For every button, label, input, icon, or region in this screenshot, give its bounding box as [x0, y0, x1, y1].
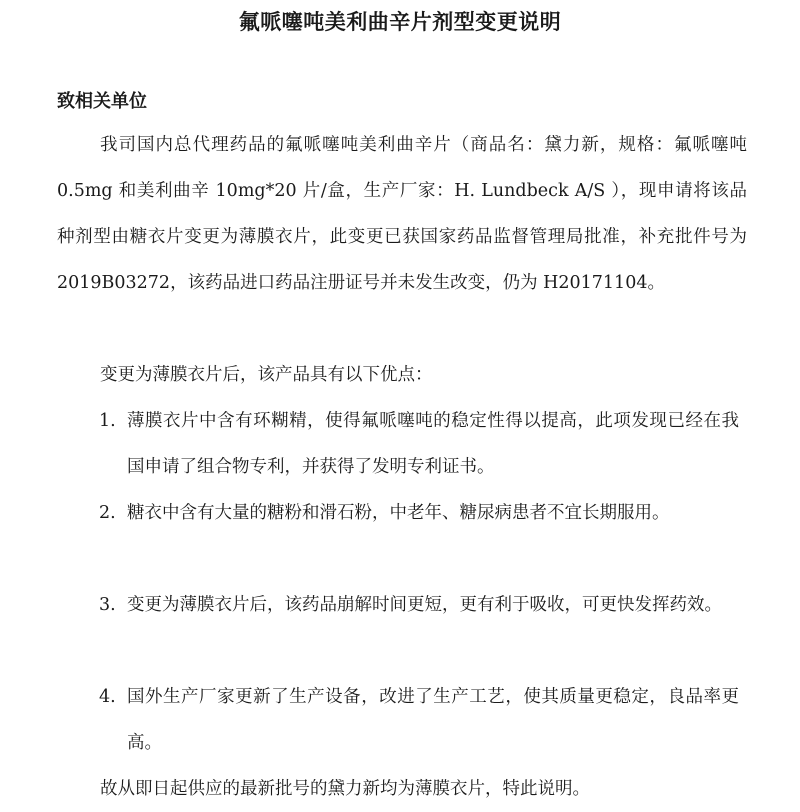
- closing-paragraph: 故从即日起供应的最新批号的黛力新均为薄膜衣片，特此说明。: [100, 779, 590, 799]
- list-item-text: 薄膜衣片中含有环糊精，使得氟哌噻吨的稳定性得以提高，此项发现已经在我国申请了组合物专利，并获得了发明专利证书。: [127, 411, 739, 477]
- advantages-intro-paragraph: 变更为薄膜衣片后，该产品具有以下优点：: [100, 365, 433, 385]
- advantage-list-item-3: [99, 582, 739, 628]
- list-item-text: 国外生产厂家更新了生产设备，改进了生产工艺，使其质量更稳定，良品率更高。: [127, 687, 739, 753]
- advantage-list-item-4: [99, 674, 739, 766]
- list-item-text: 变更为薄膜衣片后，该药品崩解时间更短，更有利于吸收，可更快发挥药效。: [127, 595, 722, 615]
- list-item-number: 1.: [99, 411, 116, 431]
- intro-paragraph: 我司国内总代理药品的氟哌噻吨美利曲辛片（商品名：黛力新，规格：氟哌噻吨 0.5mg 和美利曲辛 10mg*20 片/盒，生产厂家：H. Lundbeck A/S ），现申请将该品种剂型由糖衣片变更为薄膜衣片，此变更已获国家药品监督管理局批准，补充批件号为 2019B03272，该药品进口药品注册证号并未发生改变，仍为 H20171104。: [57, 135, 747, 293]
- addressee-heading: 致相关单位: [57, 91, 147, 112]
- list-item-text: 糖衣中含有大量的糖粉和滑石粉，中老年、糖尿病患者不宜长期服用。: [127, 503, 670, 523]
- list-item-number: 3.: [99, 595, 116, 615]
- list-item-number: 4.: [99, 687, 116, 707]
- document-title: 氟哌噻吨美利曲辛片剂型变更说明: [238, 10, 562, 34]
- list-item-number: 2.: [99, 503, 116, 523]
- advantage-list-item-1: [99, 398, 739, 490]
- advantage-list-item-2: [99, 490, 739, 536]
